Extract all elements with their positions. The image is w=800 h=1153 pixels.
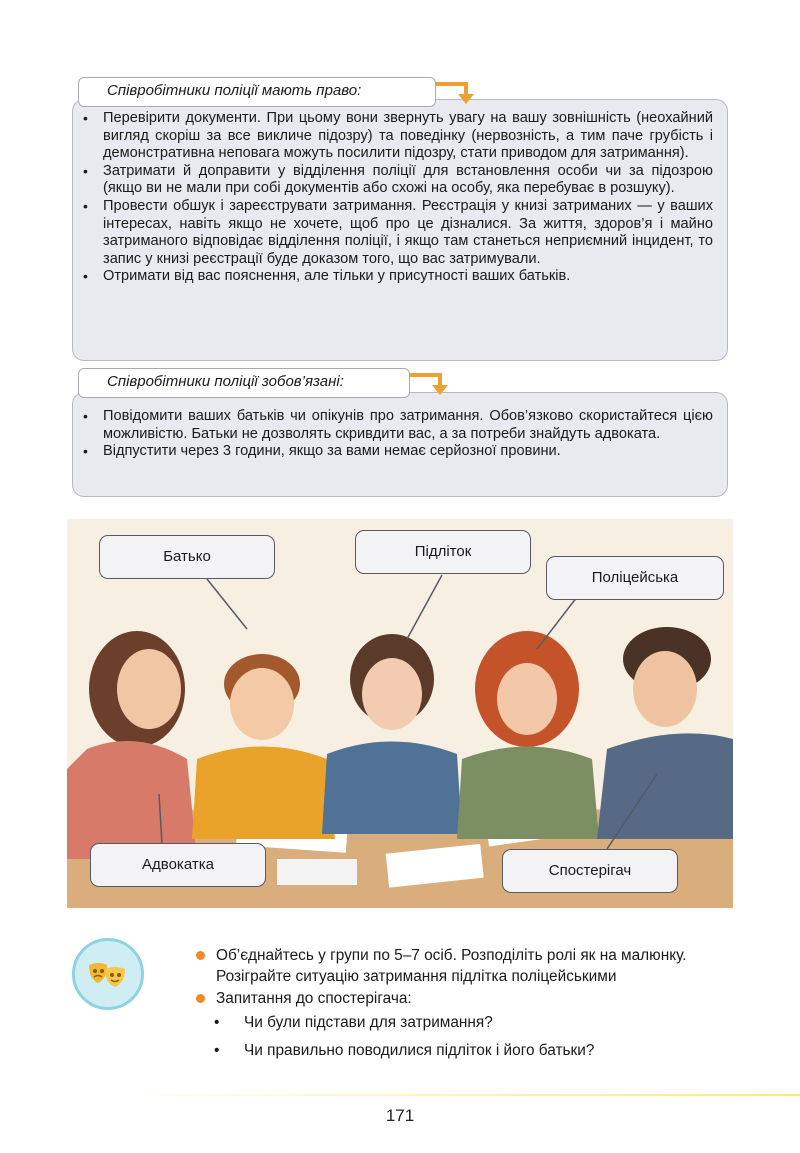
duties-item: • Повідомити ваших батьків чи опікунів про затримання. Обов’язково скористайтеся цією можливістю. Батьки не дозволять скривдити вас, а за потреби знайдуть адвоката. <box>73 408 727 443</box>
role-bubble-lawyer <box>90 843 266 887</box>
question-text: Чи були підстави для затримання? <box>244 1013 493 1031</box>
rights-heading <box>78 77 436 107</box>
activity-task-text: Об’єднайтесь у групи по 5–7 осіб. Розподіліть ролі як на малюнку. Розіграйте ситуацію затримання підлітка поліцейськими <box>216 947 687 985</box>
arrow-down-icon <box>406 371 456 399</box>
question-item: • Чи правильно поводилися підліток і його батьки? <box>214 1042 595 1059</box>
duties-list <box>73 408 727 461</box>
duties-box <box>72 392 728 497</box>
duties-heading-text: Співробітники поліції зобов’язані: <box>107 373 344 390</box>
role-observer-label: Спостерігач <box>548 862 632 879</box>
rights-item: • Затримати й доправити у відділення поліції для встановлення особи чи за підозрою (якщо ви не мали при собі документів або схожі на особу, яка перебуває в розшуку). <box>73 163 727 198</box>
rights-box <box>72 99 728 361</box>
question-text: Чи правильно поводилися підліток і його батьки? <box>244 1042 595 1059</box>
page-number: 171 <box>385 1106 415 1125</box>
role-bubble-police <box>546 556 724 600</box>
bullet-icon <box>196 951 205 960</box>
role-bubble-observer <box>502 849 678 893</box>
bullet-icon <box>196 994 205 1003</box>
rights-list <box>73 110 727 286</box>
role-lawyer-label: Адвокатка <box>142 856 214 873</box>
activity-questions-title: Запитання до спостерігача: <box>216 990 412 1007</box>
arrow-down-icon <box>432 80 482 108</box>
role-bubble-father <box>99 535 275 579</box>
role-teen-label: Підліток <box>414 543 472 560</box>
duties-item: • Відпустити через 3 години, якщо за вами немає серйозної провини. <box>73 443 727 461</box>
role-bubble-teen <box>355 530 531 574</box>
question-item: • Чи були підстави для затримання? <box>214 1013 493 1031</box>
activity-block <box>196 946 756 1062</box>
theater-masks-icon <box>72 938 144 1010</box>
activity-questions <box>196 989 756 1010</box>
duties-heading <box>78 368 410 398</box>
rights-heading-text: Співробітники поліції мають право: <box>107 82 362 99</box>
role-police-label: Поліцейська <box>591 569 679 586</box>
rights-item: • Провести обшук і зареєструвати затримання. Реєстрація у книзі затриманих — у ваших інтересах, навіть якщо не хочете, щоб про це дізналися. За життя, здоров’я і майно затриманого відповідає відділення поліції, і якщо там станеться неприємний інцидент, то запис у книзі реєстрації буде доказом того, що вас затримували. <box>73 198 727 268</box>
role-father-label: Батько <box>163 548 211 565</box>
rights-item: • Отримати від вас пояснення, але тільки у присутності ваших батьків. <box>73 268 727 286</box>
activity-task <box>196 946 756 987</box>
footer-divider <box>100 1094 800 1096</box>
rights-item: • Перевірити документи. При цьому вони звернуть увагу на вашу зовнішність (неохайний вигляд скоріш за все викличе підозру) та поведінку (нервозність, а тим паче грубість і демонстративна неповага можуть посилити підозру, стати приводом для затримання). <box>73 110 727 163</box>
